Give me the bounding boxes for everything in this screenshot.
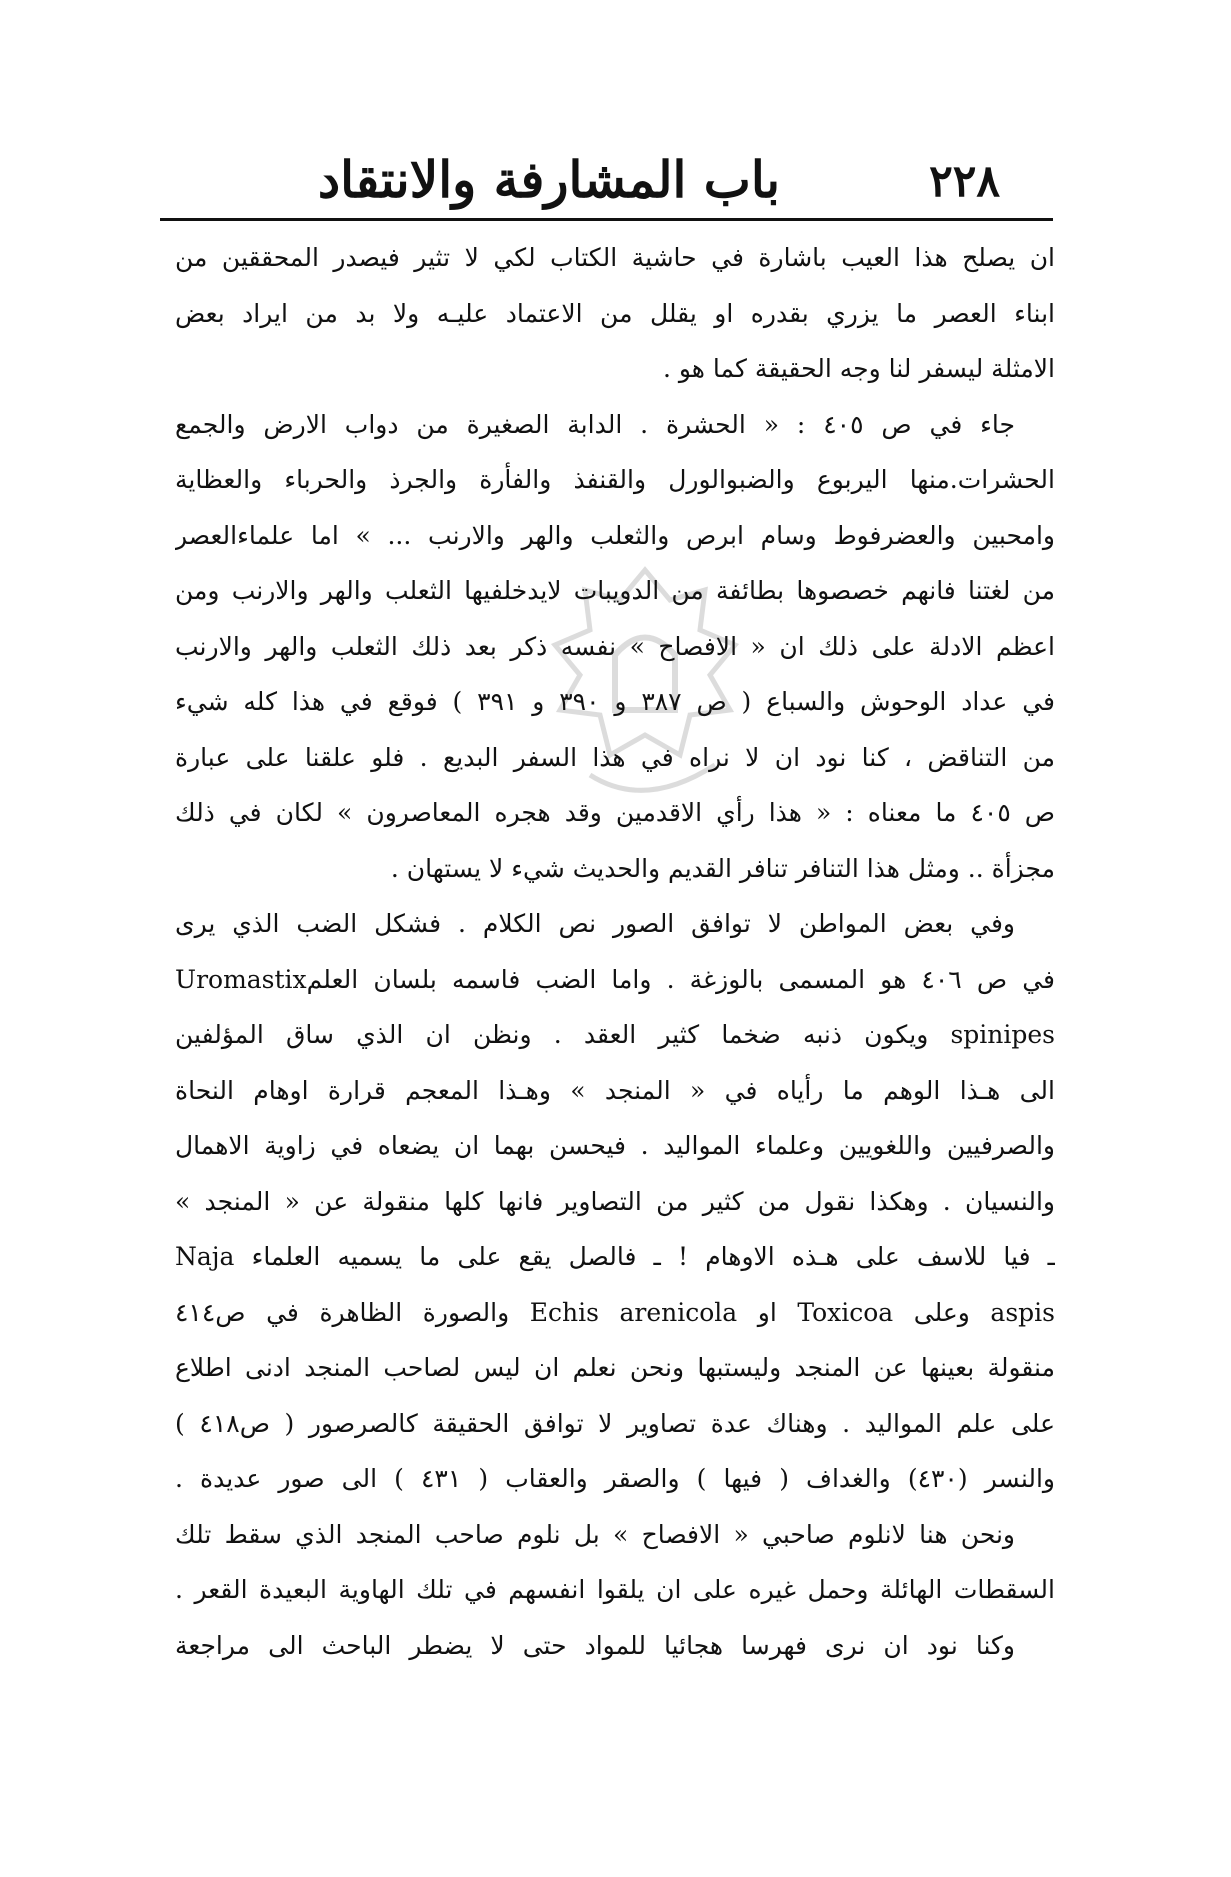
text-line: وامحبين والعضرفوط وسام ابرص والثعلب والهر والارنب ... » اما علماءالعصر [175, 520, 1055, 550]
text-line: والنسر (٤٣٠) والغداف ( فيها ) والصقر والعقاب ( ٤٣١ ) الى صور عديدة . [175, 1464, 1055, 1493]
running-title: باب المشارفة والانتقاد [317, 150, 780, 209]
body-text [175, 230, 1055, 1673]
text-line: الحشرات.منها اليربوع والضبوالورل والقنفذ والفأرة والجرذ والحرباء والعظاية [175, 465, 1055, 494]
text-line: في عداد الوحوش والسباع ( ص ٣٨٧ و ٣٩٠ و ٣٩١ ) فوقع في هذا كله شيء [175, 687, 1055, 716]
text-line: ابناء العصر ما يزري بقدره او يقلل من الاعتماد عليـه ولا بد من ايراد بعض [175, 298, 1055, 328]
text-line: ونحن هنا لانلوم صاحبي « الافصاح » بل نلوم صاحب المنجد الذي سقط تلك [175, 1519, 1015, 1549]
text-line: ص ٤٠٥ ما معناه : « هذا رأي الاقدمين وقد هجره المعاصرون » لكان في ذلك [175, 798, 1055, 827]
text-line: الامثلة ليسفر لنا وجه الحقيقة كما هو . [662, 354, 1055, 383]
text-line: منقولة بعينها عن المنجد وليستبها ونحن نعلم ان ليس لصاحب المنجد ادنى اطلاع [175, 1353, 1055, 1382]
text-line: من التناقض ، كنا نود ان لا نراه في هذا السفر البديع . فلو علقنا على عبارة [175, 742, 1055, 772]
text-line: الى هـذا الوهم ما رأياه في « المنجد » وهـذا المعجم قرارة اوهام النحاة [175, 1075, 1055, 1105]
text-line: aspis وعلى Toxicoa او Echis arenicola والصورة الظاهرة في ص٤١٤ [175, 1297, 1055, 1327]
text-line: اعظم الادلة على ذلك ان « الافصاح » نفسه ذكر بعد ذلك الثعلب والهر والارنب [175, 631, 1055, 661]
text-line: جاء في ص ٤٠٥ : « الحشرة . الدابة الصغيرة من دواب الارض والجمع [175, 409, 1015, 439]
text-line: ان يصلح هذا العيب باشارة في حاشية الكتاب لكي لا تثير فيصدر المحققين من [175, 243, 1055, 272]
text-line: والنسيان . وهكذا نقول من كثير من التصاوير فانها كلها منقولة عن « المنجد » [175, 1186, 1055, 1216]
text-line: مجزأة .. ومثل هذا التنافر تنافر القديم والحديث شيء لا يستهان . [390, 853, 1055, 883]
text-line: وكنا نود ان نرى فهرسا هجائيا للمواد حتى لا يضطر الباحث الى مراجعة [175, 1630, 1015, 1660]
header-rule [160, 218, 1053, 221]
text-line: السقطات الهائلة وحمل غيره على ان يلقوا انفسهم في تلك الهاوية البعيدة القعر . [175, 1575, 1055, 1604]
page-number: ٢٢٨ [929, 156, 1000, 207]
page-header [160, 150, 1060, 220]
text-line: من لغتنا فانهم خصصوها بطائفة من الدويبات لايدخلفيها الثعلب والهر والارنب ومن [175, 576, 1055, 605]
text-line: والصرفيين واللغويين وعلماء المواليد . فيحسن بهما ان يضعاه في زاوية الاهمال [175, 1131, 1055, 1160]
text-line: spinipes ويكون ذنبه ضخما كثير العقد . ونظن ان الذي ساق المؤلفين [175, 1020, 1055, 1049]
text-line: وفي بعض المواطن لا توافق الصور نص الكلام . فشكل الضب الذي يرى [175, 909, 1015, 938]
text-line: في ص ٤٠٦ هو المسمى بالوزغة . واما الضب فاسمه بلسان العلمUromastix [175, 964, 1055, 994]
text-line: على علم المواليد . وهناك عدة تصاوير لا توافق الحقيقة كالصرصور ( ص٤١٨ ) [175, 1408, 1055, 1438]
text-line: ـ فيا للاسف على هـذه الاوهام ! ـ فالصل يقع على ما يسميه العلماء Naja [175, 1242, 1055, 1271]
